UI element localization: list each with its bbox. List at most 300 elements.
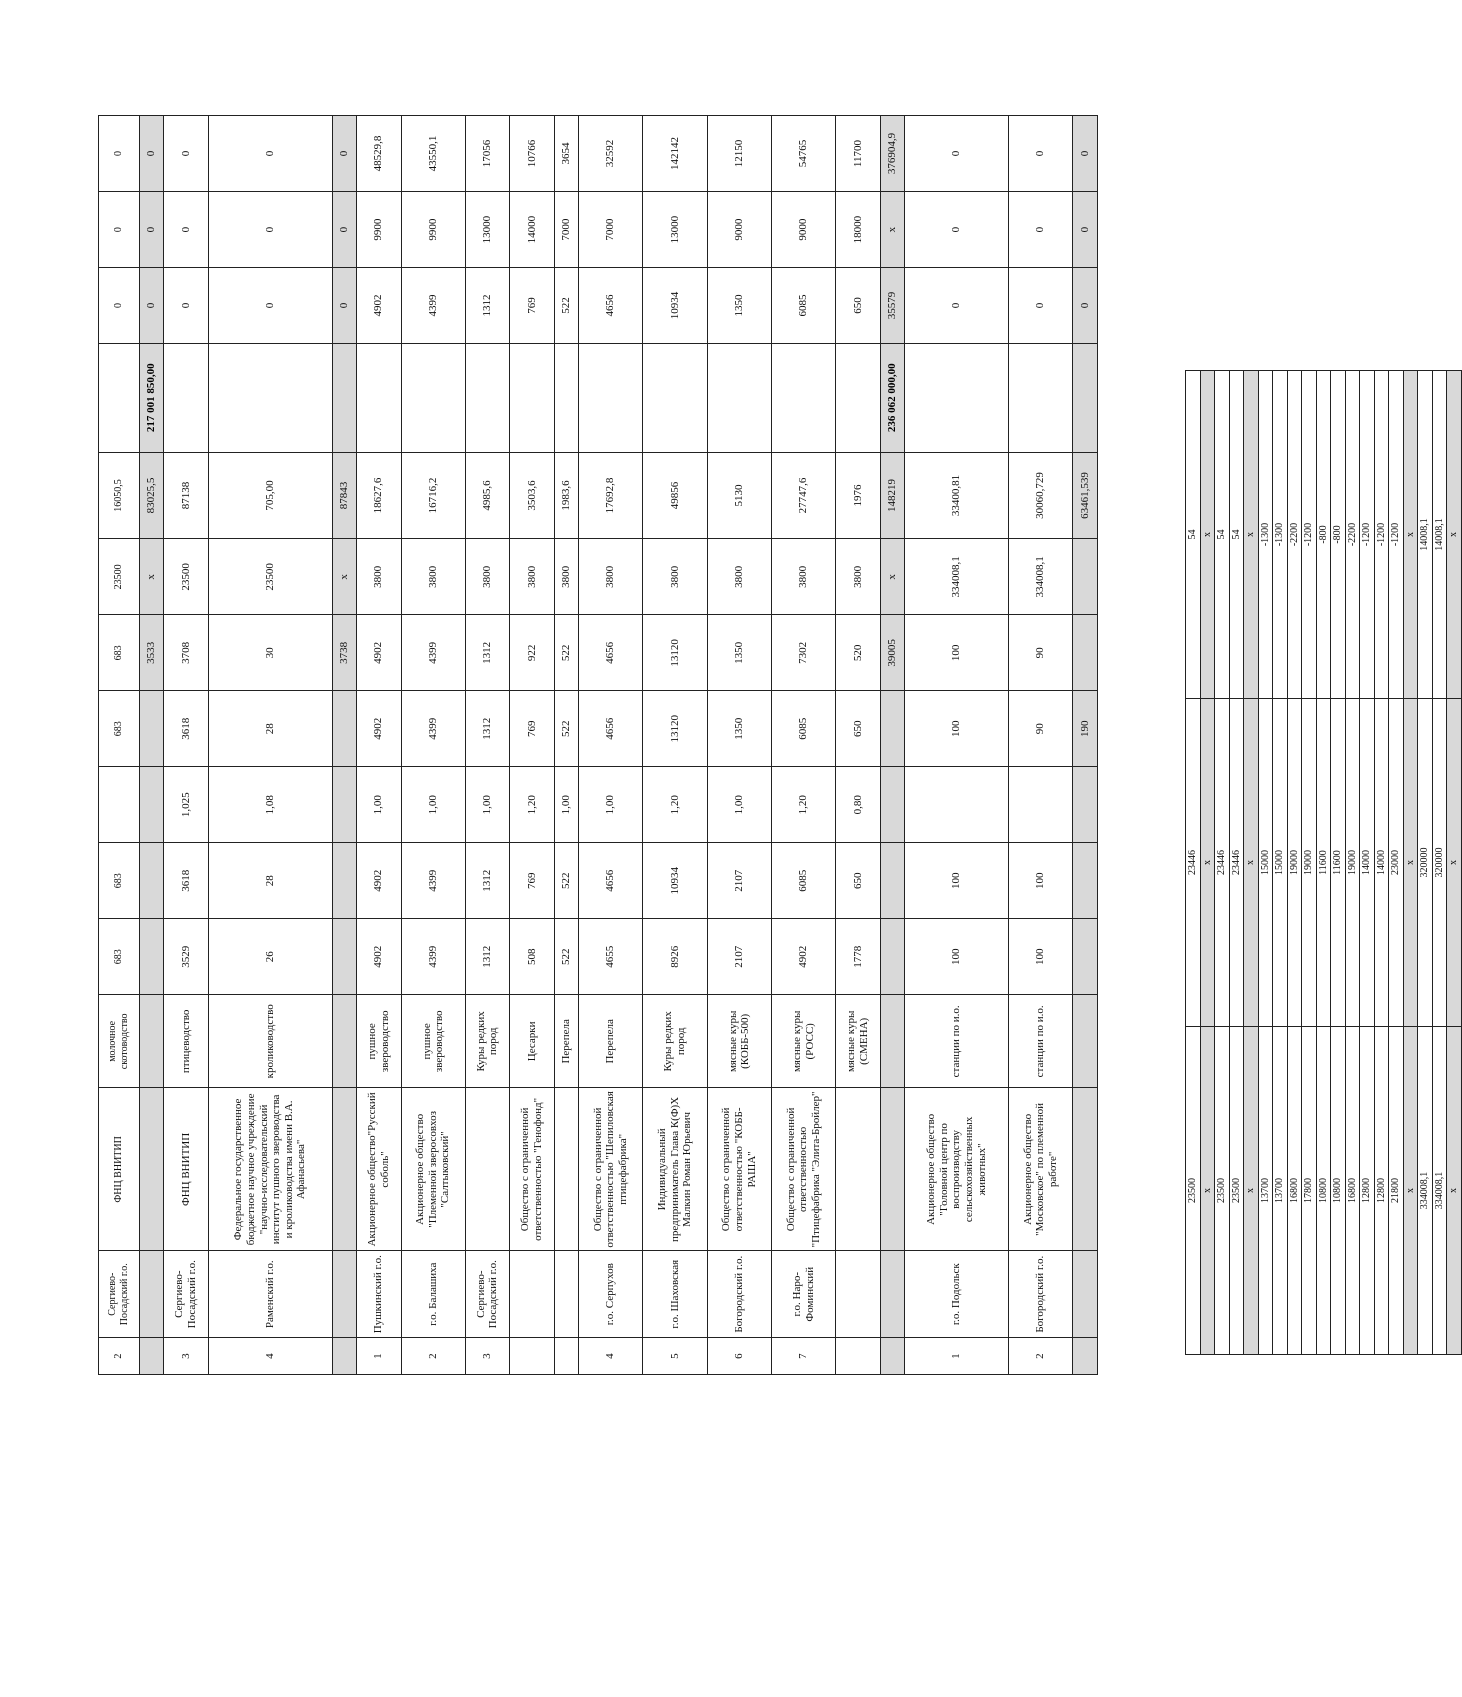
cell-c4: [139, 691, 164, 767]
cell-num: [510, 1338, 554, 1375]
cell-c9: 0: [99, 268, 140, 344]
side-cell-s2: 14000: [1360, 699, 1375, 1027]
cell-num: 1: [905, 1338, 1009, 1375]
cell-org: Общество с ограниченной ответственностью "Генофонд": [510, 1088, 554, 1251]
side-cell-s1: x: [1200, 1027, 1215, 1355]
cell-c11: 0: [1073, 116, 1098, 192]
cell-c10: 13000: [643, 192, 707, 268]
cell-c3: [905, 767, 1009, 843]
cell-c4: 6085: [771, 691, 835, 767]
cell-c9: 1312: [465, 268, 509, 344]
cell-district: Сергиево-Посадский г.о.: [465, 1251, 509, 1338]
cell-c5: 683: [99, 615, 140, 691]
cell-district: Пушкинский г.о.: [357, 1251, 401, 1338]
cell-c9: 0: [905, 268, 1009, 344]
cell-c9: 4656: [579, 268, 643, 344]
side-table-body: [1186, 371, 1462, 1355]
cell-c5: 90: [1009, 615, 1073, 691]
cell-c4: 1350: [707, 691, 771, 767]
side-cell-s3: -2200: [1345, 371, 1360, 699]
cell-c9: 0: [139, 268, 164, 344]
cell-district: Богородский г.о.: [1009, 1251, 1073, 1338]
side-cell-s2: 11600: [1331, 699, 1346, 1027]
cell-district: [510, 1251, 554, 1338]
table-row: [99, 116, 140, 1375]
table-row: [510, 116, 554, 1375]
cell-c10: 0: [164, 192, 208, 268]
cell-org: ФНЦ ВНИТИП: [164, 1088, 208, 1251]
cell-num: [880, 1338, 905, 1375]
cell-c3: 1,00: [465, 767, 509, 843]
cell-c3: 1,00: [554, 767, 579, 843]
cell-c3: 1,025: [164, 767, 208, 843]
cell-num: [554, 1338, 579, 1375]
side-row: [1316, 371, 1331, 1355]
cell-c9: 35579: [880, 268, 905, 344]
cell-c2: 3618: [164, 843, 208, 919]
cell-c8: [707, 344, 771, 453]
cell-c7: 705,00: [208, 452, 332, 539]
cell-c1: 3529: [164, 919, 208, 995]
side-row: [1389, 371, 1404, 1355]
side-cell-s1: 16800: [1345, 1027, 1360, 1355]
cell-c1: 4399: [401, 919, 465, 995]
cell-branch: станции по и.о.: [1009, 995, 1073, 1088]
cell-district: [836, 1251, 880, 1338]
cell-c4: 769: [510, 691, 554, 767]
cell-branch: птицеводство: [164, 995, 208, 1088]
table-row: [880, 116, 905, 1375]
cell-c7: 1983,6: [554, 452, 579, 539]
cell-c11: 0: [208, 116, 332, 192]
cell-c3: 1,00: [357, 767, 401, 843]
cell-c7: 63461,539: [1073, 452, 1098, 539]
side-cell-s2: x: [1244, 699, 1259, 1027]
cell-c6: 3800: [510, 539, 554, 615]
cell-c7: 18627,6: [357, 452, 401, 539]
cell-c3: 1,00: [401, 767, 465, 843]
cell-c6: 3800: [554, 539, 579, 615]
cell-c5: 1350: [707, 615, 771, 691]
cell-c6: 3800: [579, 539, 643, 615]
cell-c11: 3654: [554, 116, 579, 192]
table-row: [332, 116, 357, 1375]
cell-c6: 3800: [465, 539, 509, 615]
cell-org: Акционерное общество "Московское" по племенной работе": [1009, 1088, 1073, 1251]
table-row: [401, 116, 465, 1375]
table-row: [208, 116, 332, 1375]
side-row: [1302, 371, 1317, 1355]
cell-district: г.о. Наро-Фоминский: [771, 1251, 835, 1338]
cell-c4: 4902: [357, 691, 401, 767]
side-cell-s3: -2200: [1287, 371, 1302, 699]
cell-c11: 48529,8: [357, 116, 401, 192]
cell-c9: 769: [510, 268, 554, 344]
cell-c6: 3800: [707, 539, 771, 615]
cell-c5: 522: [554, 615, 579, 691]
cell-c8: [1009, 344, 1073, 453]
cell-c6: 23500: [99, 539, 140, 615]
cell-c8: [1073, 344, 1098, 453]
cell-district: Сергиево-Посадский г.о.: [99, 1251, 140, 1338]
side-row: [1447, 371, 1462, 1355]
side-cell-s2: 19000: [1345, 699, 1360, 1027]
cell-c7: 148219: [880, 452, 905, 539]
cell-c2: 1312: [465, 843, 509, 919]
cell-org: Акционерное общество "Племенной зверосовхоз "Салтыковский": [401, 1088, 465, 1251]
cell-branch: [139, 995, 164, 1088]
cell-c7: 30060,729: [1009, 452, 1073, 539]
cell-c3: [139, 767, 164, 843]
cell-c3: 1,20: [771, 767, 835, 843]
side-cell-s3: -1300: [1273, 371, 1288, 699]
cell-c5: 39005: [880, 615, 905, 691]
cell-c7: 83025,5: [139, 452, 164, 539]
cell-c11: 142142: [643, 116, 707, 192]
cell-c3: [332, 767, 357, 843]
cell-num: 2: [99, 1338, 140, 1375]
cell-num: 3: [164, 1338, 208, 1375]
cell-org: [139, 1088, 164, 1251]
cell-c4: 683: [99, 691, 140, 767]
cell-c6: x: [332, 539, 357, 615]
cell-c11: 0: [139, 116, 164, 192]
table-row: [164, 116, 208, 1375]
cell-num: 4: [208, 1338, 332, 1375]
side-cell-s3: 54: [1215, 371, 1230, 699]
cell-c6: 3800: [401, 539, 465, 615]
cell-c6: [1073, 539, 1098, 615]
side-cell-s3: -1200: [1374, 371, 1389, 699]
cell-c1: 4902: [357, 919, 401, 995]
cell-c6: 334008,1: [905, 539, 1009, 615]
cell-c11: 0: [332, 116, 357, 192]
cell-num: [332, 1338, 357, 1375]
cell-c10: 9000: [771, 192, 835, 268]
rotated-table-block: [98, 85, 1098, 1375]
cell-c4: 190: [1073, 691, 1098, 767]
side-cell-s2: 23446: [1229, 699, 1244, 1027]
cell-c10: x: [880, 192, 905, 268]
side-cell-s2: 15000: [1258, 699, 1273, 1027]
table-row: [139, 116, 164, 1375]
cell-c7: 27747,6: [771, 452, 835, 539]
table-row: [579, 116, 643, 1375]
cell-c1: 1778: [836, 919, 880, 995]
cell-c5: 4902: [357, 615, 401, 691]
side-cell-s1: x: [1403, 1027, 1418, 1355]
cell-org: Общество с ограниченной ответственностью "Птицефабрика "Элита-Бройлер": [771, 1088, 835, 1251]
cell-c6: x: [139, 539, 164, 615]
cell-c10: 18000: [836, 192, 880, 268]
cell-branch: Куры редких пород: [643, 995, 707, 1088]
cell-org: Индивидуальный предприниматель Глава К(Ф)Х Малкин Роман Юрьевич: [643, 1088, 707, 1251]
cell-org: Общество с ограниченной ответственностью "КОББ-РАША": [707, 1088, 771, 1251]
cell-c1: 100: [905, 919, 1009, 995]
cell-c4: 3618: [164, 691, 208, 767]
side-cell-s3: -1200: [1302, 371, 1317, 699]
cell-c9: 4902: [357, 268, 401, 344]
cell-org: [332, 1088, 357, 1251]
cell-num: 6: [707, 1338, 771, 1375]
table-body: [99, 116, 1098, 1375]
side-cell-s3: -1300: [1258, 371, 1273, 699]
table-row: [643, 116, 707, 1375]
cell-district: [880, 1251, 905, 1338]
cell-branch: мясные куры (КОББ-500): [707, 995, 771, 1088]
cell-c5: 922: [510, 615, 554, 691]
side-cell-s1: 17800: [1302, 1027, 1317, 1355]
cell-c2: [1073, 843, 1098, 919]
cell-c8: [905, 344, 1009, 453]
cell-c10: 0: [332, 192, 357, 268]
cell-c9: 0: [1073, 268, 1098, 344]
cell-c9: 650: [836, 268, 880, 344]
cell-c4: 13120: [643, 691, 707, 767]
side-cell-s1: 10800: [1331, 1027, 1346, 1355]
side-row: [1273, 371, 1288, 1355]
side-cell-s2: 320000: [1418, 699, 1433, 1027]
side-cell-s3: x: [1403, 371, 1418, 699]
cell-c2: 650: [836, 843, 880, 919]
table-row: [905, 116, 1009, 1375]
side-row: [1432, 371, 1447, 1355]
cell-c10: 14000: [510, 192, 554, 268]
cell-c10: 0: [1073, 192, 1098, 268]
cell-c7: 5130: [707, 452, 771, 539]
cell-c10: 9900: [401, 192, 465, 268]
cell-c1: [1073, 919, 1098, 995]
cell-district: г.о. Подольск: [905, 1251, 1009, 1338]
cell-c5: 30: [208, 615, 332, 691]
main-table-wrap: [98, 115, 1098, 1375]
cell-c6: 3800: [643, 539, 707, 615]
cell-c9: 6085: [771, 268, 835, 344]
cell-c4: 90: [1009, 691, 1073, 767]
cell-c10: 0: [139, 192, 164, 268]
cell-district: Богородский г.о.: [707, 1251, 771, 1338]
side-cell-s2: 11600: [1316, 699, 1331, 1027]
side-cell-s2: x: [1447, 699, 1462, 1027]
cell-c1: 4902: [771, 919, 835, 995]
table-row: [357, 116, 401, 1375]
cell-c5: 3533: [139, 615, 164, 691]
cell-c9: 522: [554, 268, 579, 344]
cell-c10: 7000: [554, 192, 579, 268]
cell-c3: 1,20: [643, 767, 707, 843]
cell-branch: мясные куры (РОСС): [771, 995, 835, 1088]
cell-c2: 2107: [707, 843, 771, 919]
cell-c11: 43550,1: [401, 116, 465, 192]
cell-c4: 4399: [401, 691, 465, 767]
cell-district: г.о. Балашиха: [401, 1251, 465, 1338]
cell-c3: 1,00: [579, 767, 643, 843]
cell-district: Раменский г.о.: [208, 1251, 332, 1338]
cell-c4: 650: [836, 691, 880, 767]
cell-c8: [465, 344, 509, 453]
cell-c7: 87843: [332, 452, 357, 539]
cell-c9: 10934: [643, 268, 707, 344]
cell-org: [1073, 1088, 1098, 1251]
side-cell-s1: 23500: [1215, 1027, 1230, 1355]
cell-c8: [164, 344, 208, 453]
cell-num: 4: [579, 1338, 643, 1375]
cell-c3: [99, 767, 140, 843]
cell-c7: 17692,8: [579, 452, 643, 539]
side-cell-s3: x: [1447, 371, 1462, 699]
cell-c2: [139, 843, 164, 919]
cell-c11: 12150: [707, 116, 771, 192]
cell-c5: 100: [905, 615, 1009, 691]
cell-org: Акционерное общество"Русский соболь": [357, 1088, 401, 1251]
cell-num: 1: [357, 1338, 401, 1375]
cell-c5: 4399: [401, 615, 465, 691]
cell-c11: 32592: [579, 116, 643, 192]
cell-org: Общество с ограниченной ответственностью "Шепиловская птицефабрика": [579, 1088, 643, 1251]
cell-num: 3: [465, 1338, 509, 1375]
cell-c2: 4399: [401, 843, 465, 919]
cell-c11: 54765: [771, 116, 835, 192]
cell-c10: 0: [208, 192, 332, 268]
side-cell-s3: x: [1244, 371, 1259, 699]
cell-c10: 0: [99, 192, 140, 268]
cell-c2: 28: [208, 843, 332, 919]
side-row: [1215, 371, 1230, 1355]
cell-c10: 0: [1009, 192, 1073, 268]
cell-c8: [99, 344, 140, 453]
side-cell-s3: x: [1200, 371, 1215, 699]
cell-c3: [1009, 767, 1073, 843]
cell-c5: 4656: [579, 615, 643, 691]
cell-c5: 13120: [643, 615, 707, 691]
cell-c6: 334008,1: [1009, 539, 1073, 615]
cell-num: [836, 1338, 880, 1375]
table-row: [836, 116, 880, 1375]
cell-c1: 508: [510, 919, 554, 995]
side-cell-s1: 23500: [1229, 1027, 1244, 1355]
side-cell-s3: -800: [1316, 371, 1331, 699]
side-row: [1200, 371, 1215, 1355]
cell-c5: 7302: [771, 615, 835, 691]
cell-c7: 49856: [643, 452, 707, 539]
cell-c7: 87138: [164, 452, 208, 539]
cell-c6: x: [880, 539, 905, 615]
side-table-block: [1185, 370, 1459, 1355]
side-cell-s2: x: [1200, 699, 1215, 1027]
table-row: [465, 116, 509, 1375]
cell-c9: 0: [164, 268, 208, 344]
cell-branch: мясные куры (СМЕНА): [836, 995, 880, 1088]
cell-c11: 0: [164, 116, 208, 192]
cell-c8: [771, 344, 835, 453]
table-row: [1073, 116, 1098, 1375]
cell-c6: 23500: [164, 539, 208, 615]
side-cell-s2: x: [1403, 699, 1418, 1027]
side-cell-1: 23500: [1186, 1027, 1201, 1355]
cell-org: Федеральное государственное бюджетное научное учреждение "научно-исследовательский институт пушного звероводства и кролиководства имени В.А. Афанасьева": [208, 1088, 332, 1251]
cell-org: [836, 1088, 880, 1251]
cell-c9: 0: [1009, 268, 1073, 344]
cell-c2: 10934: [643, 843, 707, 919]
cell-c2: 100: [905, 843, 1009, 919]
side-row: [1331, 371, 1346, 1355]
side-cell-s1: 334008,1: [1418, 1027, 1433, 1355]
side-row: [1360, 371, 1375, 1355]
cell-c4: 4656: [579, 691, 643, 767]
cell-c11: 0: [99, 116, 140, 192]
cell-branch: [1073, 995, 1098, 1088]
cell-c7: 16050,5: [99, 452, 140, 539]
side-cell-3: 54: [1186, 371, 1201, 699]
cell-c2: 522: [554, 843, 579, 919]
cell-org: [465, 1088, 509, 1251]
cell-c11: 11700: [836, 116, 880, 192]
cell-c9: 1350: [707, 268, 771, 344]
cell-district: Сергиево-Посадский г.о.: [164, 1251, 208, 1338]
cell-c2: [332, 843, 357, 919]
side-row: [1244, 371, 1259, 1355]
cell-num: 2: [401, 1338, 465, 1375]
cell-branch: Перепела: [579, 995, 643, 1088]
cell-district: [554, 1251, 579, 1338]
cell-c8: 217 001 850,00: [139, 344, 164, 453]
side-cell-2: 23446: [1186, 699, 1201, 1027]
cell-c1: 522: [554, 919, 579, 995]
cell-org: [554, 1088, 579, 1251]
cell-c8: [208, 344, 332, 453]
cell-c8: [510, 344, 554, 453]
side-cell-s1: 10800: [1316, 1027, 1331, 1355]
cell-c10: 9900: [357, 192, 401, 268]
cell-c8: [554, 344, 579, 453]
cell-c2: 4902: [357, 843, 401, 919]
cell-c2: 4656: [579, 843, 643, 919]
cell-c2: 769: [510, 843, 554, 919]
cell-c4: 522: [554, 691, 579, 767]
cell-district: [332, 1251, 357, 1338]
cell-c5: 520: [836, 615, 880, 691]
cell-c5: 1312: [465, 615, 509, 691]
cell-c2: 6085: [771, 843, 835, 919]
cell-c5: [1073, 615, 1098, 691]
cell-c3: 0,80: [836, 767, 880, 843]
cell-c6: 3800: [771, 539, 835, 615]
side-cell-s1: x: [1244, 1027, 1259, 1355]
table-row: [771, 116, 835, 1375]
cell-c10: 7000: [579, 192, 643, 268]
cell-c8: [579, 344, 643, 453]
cell-num: 2: [1009, 1338, 1073, 1375]
cell-c2: 100: [1009, 843, 1073, 919]
cell-c9: 0: [332, 268, 357, 344]
cell-num: [1073, 1338, 1098, 1375]
cell-c11: 376904,9: [880, 116, 905, 192]
cell-c3: 1,08: [208, 767, 332, 843]
cell-c3: [880, 767, 905, 843]
cell-c1: 8926: [643, 919, 707, 995]
side-cell-s3: -1200: [1360, 371, 1375, 699]
side-row: [1418, 371, 1433, 1355]
cell-c11: 0: [1009, 116, 1073, 192]
cell-c1: 4655: [579, 919, 643, 995]
side-cell-s1: 12800: [1360, 1027, 1375, 1355]
cell-c1: 1312: [465, 919, 509, 995]
cell-branch: станции по и.о.: [905, 995, 1009, 1088]
cell-c3: 1,00: [707, 767, 771, 843]
cell-c3: [1073, 767, 1098, 843]
cell-branch: молочное скотоводство: [99, 995, 140, 1088]
side-cell-s2: 14000: [1374, 699, 1389, 1027]
